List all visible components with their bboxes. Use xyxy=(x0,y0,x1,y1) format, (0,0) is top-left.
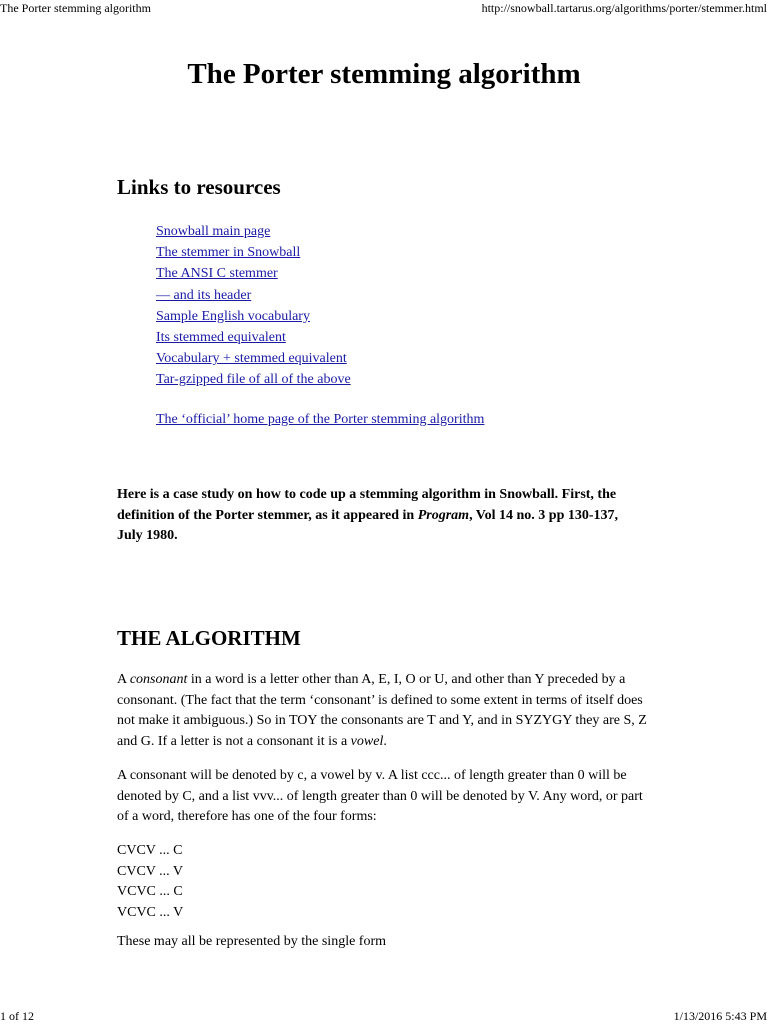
stemmed-equivalent-link[interactable]: Its stemmed equivalent xyxy=(156,329,286,345)
para-text: in a word is a letter other than A, E, I, O or U, and other than Y preceded by a consonant. (The fact that the term ‘consonant’ is defined to some extent in terms of itself does not make it ambiguous.) So in TOY the consonants are T and Y, and in SYZYGY they are S, Z and G. If a letter is not a consonant it is a xyxy=(117,672,647,749)
algorithm-heading: THE ALGORITHM xyxy=(117,626,301,650)
word-form: VCVC ... C xyxy=(117,884,183,899)
consonant-term: consonant xyxy=(129,672,188,687)
official-link-row xyxy=(156,409,484,430)
resource-links-list xyxy=(156,221,351,391)
snowball-main-page-link[interactable]: Snowball main page xyxy=(156,224,271,239)
footer-page-number: 1 of 12 xyxy=(0,1009,34,1023)
list-item xyxy=(156,242,351,263)
footer-datetime: 1/13/2016 5:43 PM xyxy=(673,1009,767,1023)
list-item xyxy=(156,348,351,369)
word-form: CVCV ... C xyxy=(117,843,183,858)
word-form: CVCV ... V xyxy=(117,863,184,879)
list-item xyxy=(156,306,351,327)
sample-vocabulary-link[interactable]: Sample English vocabulary xyxy=(156,308,310,324)
word-forms-list xyxy=(117,841,183,923)
word-form: VCVC ... V xyxy=(117,904,184,920)
links-heading: Links to resources xyxy=(117,175,281,199)
official-home-page-link[interactable]: The ‘official’ home page of the Porter stemming algorithm xyxy=(156,412,485,427)
single-form-paragraph: These may all be represented by the single form xyxy=(117,934,387,949)
notation-paragraph: A consonant will be denoted by c, a vowel by v. A list ccc... of length greater than 0 will be denoted by C, and a list vvv... of length greater than 0 will be denoted by V. Any word, or part of a word, therefore has one of the four forms: xyxy=(117,768,643,824)
para-text: . xyxy=(383,733,387,749)
header-page-title: The Porter stemming algorithm xyxy=(0,1,151,15)
stemmer-in-snowball-link[interactable]: The stemmer in Snowball xyxy=(156,245,301,261)
para-text: A xyxy=(117,672,130,687)
ansi-c-stemmer-link[interactable]: The ANSI C stemmer xyxy=(156,266,278,282)
vowel-term: vowel xyxy=(350,733,384,749)
page-title: The Porter stemming algorithm xyxy=(187,58,581,90)
list-item xyxy=(156,285,351,306)
list-item xyxy=(156,327,351,348)
intro-text-start: Here is a case study on how to code up a stemming algorithm in Snowball. First, the definition of the Porter stemmer, as it appeared in xyxy=(117,487,617,523)
list-item xyxy=(156,221,351,242)
intro-text-end: , Vol 14 no. 3 pp 130-137, July 1980. xyxy=(117,507,619,543)
header-url: http://snowball.tartarus.org/algorithms/porter/stemmer.html xyxy=(481,1,767,15)
consonant-definition-paragraph xyxy=(117,670,657,752)
vocabulary-plus-stemmed-link[interactable]: Vocabulary + stemmed equivalent xyxy=(156,351,347,367)
c-header-link[interactable]: — and its header xyxy=(156,287,252,303)
program-journal-name: Program xyxy=(417,507,470,523)
list-item xyxy=(156,263,351,284)
list-item xyxy=(156,369,351,390)
intro-paragraph xyxy=(117,485,647,547)
tar-gzipped-file-link[interactable]: Tar-gzipped file of all of the above xyxy=(156,372,351,388)
